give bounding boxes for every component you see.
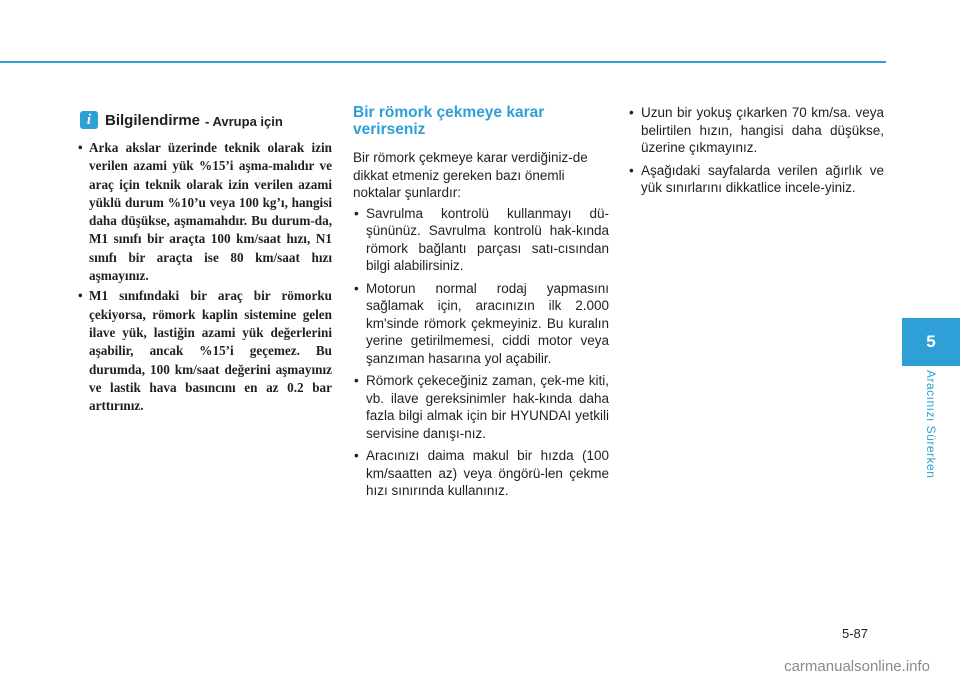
info-column — [78, 108, 332, 417]
list-item: • Savrulma kontrolü kullanmayı dü-şününüz. Savrulma kontrolü hak-kında römork bağlantı parçası satı-cısından bilgi alabilirsiniz. — [353, 205, 609, 275]
page-number: 5-87 — [842, 626, 869, 641]
info-item: • Arka akslar üzerinde teknik olarak izin verilen azami yük %15’i aşma-malıdır ve araç için teknik olarak izin verilen azami yüklü durum %10’u veya 100 kg’ı, hangisi daha düşükse, aşmamahdır. Bu durum-da, M1 sınıfı bir araçta 100 km/saat hızı, N1 sınıfı bir araçta ise 80 km/saat hızı aşmayınız. — [78, 139, 332, 285]
info-title: Bilgilendirme — [105, 111, 201, 129]
chapter-tab: 5 — [902, 318, 960, 366]
info-item: • M1 sınıfındaki bir araç bir römorku çekiyorsa, römork kaplin sistemine gelen ilave yük, lastiğin azami yük değerlerini aşabilir, ancak %15’i geçemez. Bu durumda, 100 km/saat değerini aşmayınız ve lastik hava basıncını en az 0.2 bar arttırınız. — [78, 287, 332, 415]
section-title: Bir römork çekmeye karar verirseniz — [353, 104, 545, 138]
info-header — [80, 108, 332, 132]
continued-list — [628, 104, 884, 197]
info-icon: i — [80, 111, 98, 129]
list-item: • Aşağıdaki sayfalarda verilen ağırlık ve yük sınırlarını dikkatlice incele-yiniz. — [628, 162, 884, 197]
top-rule — [0, 61, 886, 63]
info-subtitle: - Avrupa için — [205, 113, 283, 129]
section-list — [353, 205, 609, 500]
chapter-name: Aracınızı Sürerken — [924, 370, 938, 479]
right-column — [628, 104, 884, 202]
list-item: • Aracınızı daima makul bir hızda (100 km/saatten az) veya öngörü-len çekme hızı sınırında kullanınız. — [353, 447, 609, 500]
main-column — [353, 104, 609, 505]
list-item: • Uzun bir yokuş çıkarken 70 km/sa. veya belirtilen hızın, hangisi daha düşükse, üzerine çıkmayınız. — [628, 104, 884, 157]
watermark: carmanualsonline.info — [784, 658, 930, 675]
section-intro: Bir römork çekmeye karar verdiğiniz-de dikkat etmeniz gereken bazı önemli noktalar şunlardır: — [353, 150, 588, 200]
info-list — [78, 139, 332, 415]
list-item: • Römork çekeceğiniz zaman, çek-me kiti, vb. ilave gereksinimler hak-kında daha fazla bilgi almak için bir HYUNDAI yetkili servisine danışı-nız. — [353, 372, 609, 442]
list-item: • Motorun normal rodaj yapmasını sağlamak için, aracınızın ilk 2.000 km'sinde römork çekmeyiniz. Bu kuralın yerine getirilmemesi, ciddi motor veya şanzıman hasarına yol açabilir. — [353, 280, 609, 368]
